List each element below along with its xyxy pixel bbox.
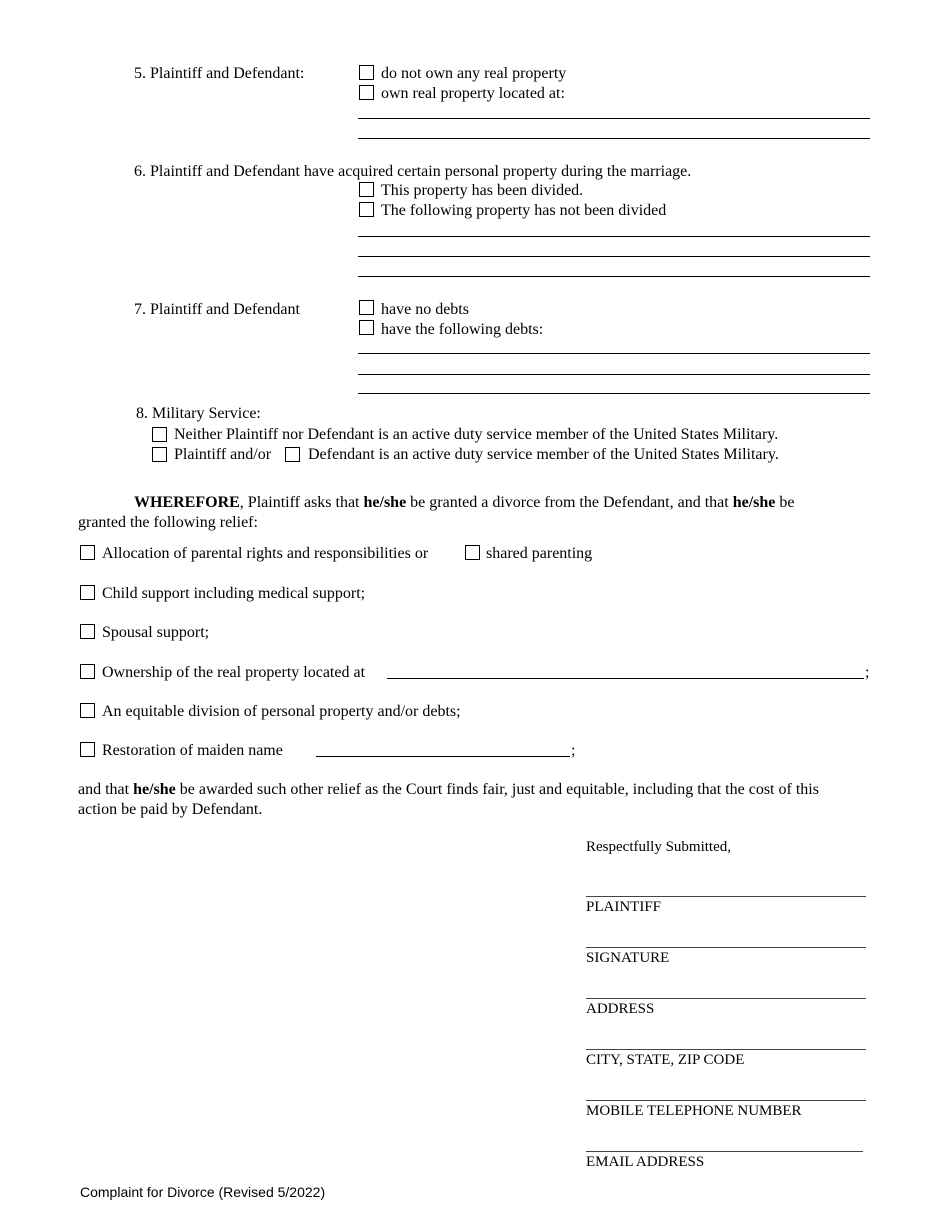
wherefore-line-2: granted the following relief: [78,514,258,531]
city-state-zip-line[interactable] [586,1049,866,1050]
defendant-military-checkbox[interactable] [285,447,300,462]
ownership-checkbox[interactable] [80,664,95,679]
maiden-name-checkbox[interactable] [80,742,95,757]
property-not-divided-label: The following property has not been divided [381,202,667,219]
equitable-division-checkbox[interactable] [80,703,95,718]
no-debts-checkbox[interactable] [359,300,374,315]
city-state-zip-label: CITY, STATE, ZIP CODE [586,1052,745,1068]
item-6-label: 6. Plaintiff and Defendant have acquired certain personal property during the marriage. [134,163,692,180]
email-label: EMAIL ADDRESS [586,1154,705,1170]
address-line[interactable] [586,998,866,999]
personal-property-line-1[interactable] [358,236,870,237]
own-real-property-checkbox[interactable] [359,85,374,100]
shared-parenting-label: shared parenting [486,545,593,562]
property-divided-label: This property has been divided. [381,182,584,199]
email-line[interactable] [586,1151,863,1152]
item-7-label: 7. Plaintiff and Defendant [134,301,300,318]
property-divided-checkbox[interactable] [359,182,374,197]
not-military-label: Neither Plaintiff nor Defendant is an active duty service member of the United States Military. [174,426,779,443]
mobile-phone-label: MOBILE TELEPHONE NUMBER [586,1103,802,1119]
ownership-label: Ownership of the real property located at [102,664,366,681]
allocation-label: Allocation of parental rights and responsibilities or [102,545,429,562]
defendant-military-label: Defendant is an active duty service member of the United States Military. [308,446,779,463]
personal-property-line-2[interactable] [358,256,870,257]
no-debts-label: have no debts [381,301,469,318]
no-real-property-checkbox[interactable] [359,65,374,80]
child-support-label: Child support including medical support; [102,585,366,602]
spousal-support-checkbox[interactable] [80,624,95,639]
not-military-checkbox[interactable] [152,427,167,442]
following-debts-label: have the following debts: [381,321,544,338]
wherefore-paragraph: WHEREFORE, Plaintiff asks that he/she be granted a divorce from the Defendant, and that he/she be [134,494,795,511]
item-5-label: 5. Plaintiff and Defendant: [134,65,305,82]
real-property-line-2[interactable] [358,138,870,139]
plaintiff-military-label: Plaintiff and/or [174,446,272,463]
personal-property-line-3[interactable] [358,276,870,277]
maiden-name-line[interactable] [316,756,570,757]
plaintiff-label: PLAINTIFF [586,899,662,915]
debts-line-2[interactable] [358,374,870,375]
respectfully-submitted: Respectfully Submitted, [586,839,731,855]
mobile-phone-line[interactable] [586,1100,866,1101]
maiden-name-semicolon: ; [571,742,576,759]
allocation-checkbox[interactable] [80,545,95,560]
closing-line-2: action be paid by Defendant. [78,801,263,818]
shared-parenting-checkbox[interactable] [465,545,480,560]
plaintiff-military-checkbox[interactable] [152,447,167,462]
no-real-property-label: do not own any real property [381,65,567,82]
real-property-line-1[interactable] [358,118,870,119]
spousal-support-label: Spousal support; [102,624,210,641]
signature-line[interactable] [586,947,866,948]
ownership-semicolon: ; [865,664,870,681]
child-support-checkbox[interactable] [80,585,95,600]
signature-label: SIGNATURE [586,950,670,966]
plaintiff-line[interactable] [586,896,866,897]
item-8-label: 8. Military Service: [136,405,261,422]
own-real-property-label: own real property located at: [381,85,565,102]
debts-line-1[interactable] [358,353,870,354]
property-not-divided-checkbox[interactable] [359,202,374,217]
equitable-division-label: An equitable division of personal property and/or debts; [102,703,461,720]
following-debts-checkbox[interactable] [359,320,374,335]
maiden-name-label: Restoration of maiden name [102,742,283,759]
address-label: ADDRESS [586,1001,655,1017]
closing-paragraph: and that he/she be awarded such other relief as the Court finds fair, just and equitable, including that the cost of this [78,781,819,798]
footer-text: Complaint for Divorce (Revised 5/2022) [80,1184,326,1200]
ownership-address-line[interactable] [387,678,864,679]
debts-line-3[interactable] [358,393,870,394]
